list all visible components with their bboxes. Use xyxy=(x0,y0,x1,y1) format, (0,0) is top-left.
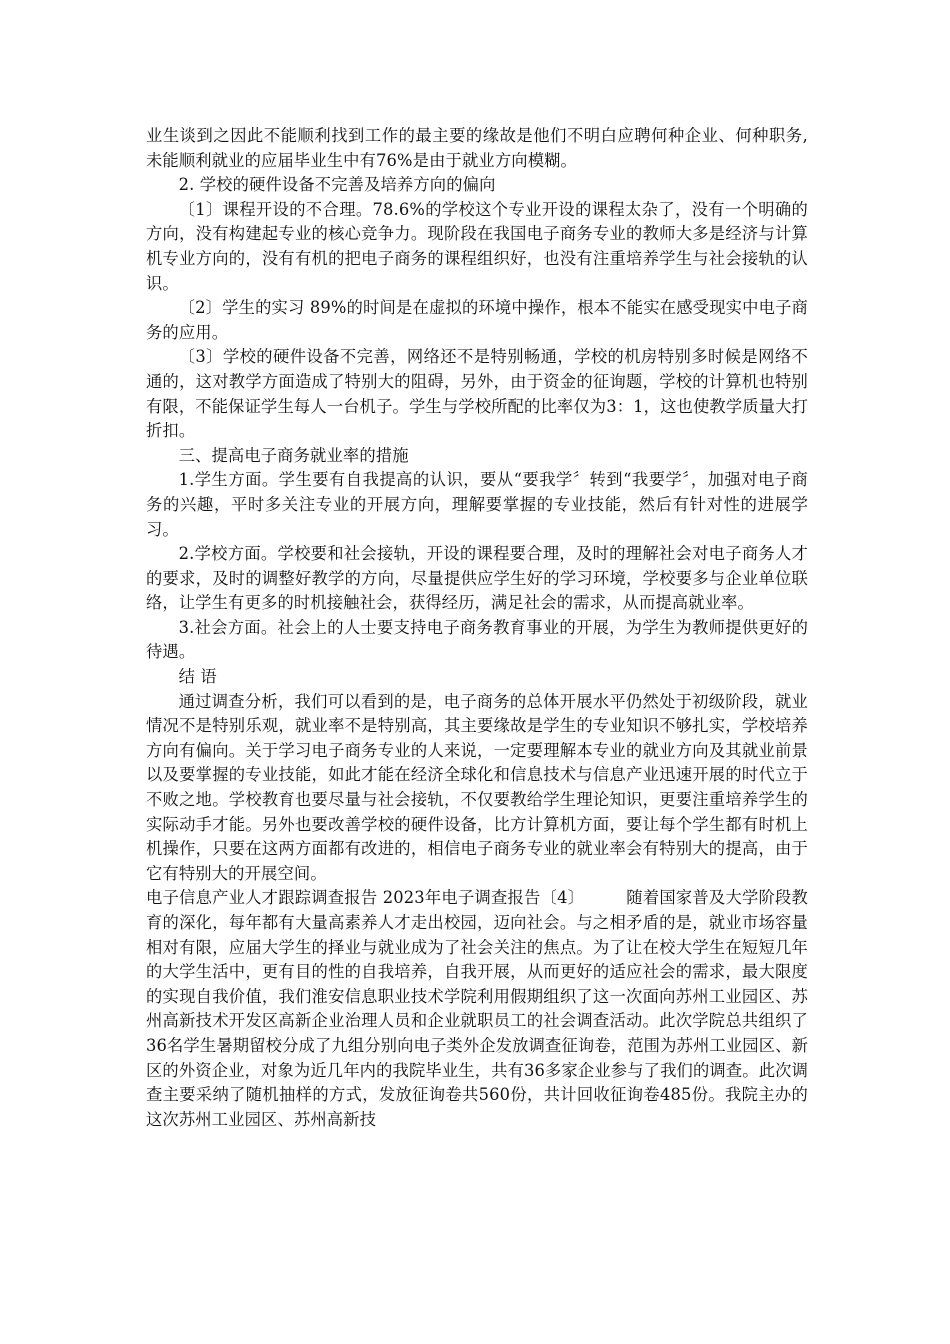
paragraph-hardware: 〔3〕学校的硬件设备不完善，网络还不是特别畅通，学校的机房特别多时候是网络不通的，这对教学方面造成了特别大的阻碍，另外，由于资金的征询题，学校的计算机也特别有限，不能保证学生每人一台机子。学生与学校所配的比率仅为3：1，这也使教学质量大打折扣。 xyxy=(146,347,808,441)
report-4-heading: 电子信息产业人才跟踪调查报告 2023年电子调查报告〔4〕 xyxy=(146,888,585,908)
paragraph-1: 业生谈到之因此不能顺利找到工作的最主要的缘故是他们不明白应聘何种企业、何种职务,未能顺利就业的应届毕业生中有76%是由于就业方向模糊。 xyxy=(146,126,808,170)
paragraph-conclusion: 通过调查分析，我们可以看到的是，电子商务的总体开展水平仍然处于初级阶段，就业情况不是特别乐观，就业率不是特别高，其主要缘故是学生的专业知识不够扎实，学校培养方向有偏向。关于学习电子商务专业的人来说，一定要理解本专业的就业方向及其就业前景以及要掌握的专业技能，如此才能在经济全球化和信息技术与信息产业迅速开展的时代立于不败之地。学校教育也要尽量与社会接轨，不仅要教给学生理论知识，更要注重培养学生的实际动手才能。另外也要改善学校的硬件设备，比方计算机方面，要让每个学生都有时机上机操作，只要在这两方面都有改进的，相信电子商务专业的就业率会有特别大的提高，由于它有特别大的开展空间。 xyxy=(146,691,808,883)
paragraph-student-side: 1.学生方面。学生要有自我提高的认识，要从“要我学〞转到“我要学〞，加强对电子商务的兴趣，平时多关注专业的开展方向，理解要掌握的专业技能，然后有针对性的进展学习。 xyxy=(146,470,808,539)
section-heading-conclusion: 结 语 xyxy=(178,667,217,687)
paragraph-internship: 〔2〕学生的实习 89%的时间是在虚拟的环境中操作，根本不能实在感受现实中电子商务的应用。 xyxy=(146,298,808,342)
paragraph-course-setup: 〔1〕课程开设的不合理。78.6%的学校这个专业开设的课程太杂了，没有一个明确的方向，没有构建起专业的核心竞争力。现阶段在我国电子商务专业的教师大多是经济与计算机专业方向的，没有有机的把电子商务的课程组织好，也没有注重培养学生与社会接轨的认识。 xyxy=(146,199,808,293)
document-page xyxy=(146,124,808,1132)
paragraph-report-4 xyxy=(146,886,808,1132)
paragraph-society-side: 3.社会方面。社会上的人士要支持电子商务教育事业的开展，为学生为教师提供更好的待遇。 xyxy=(146,617,808,662)
section-heading-measures: 三、提高电子商务就业率的措施 xyxy=(178,445,409,465)
section-heading-hardware: 2. 学校的硬件设备不完善及培养方向的偏向 xyxy=(178,175,496,195)
report-4-body: 随着国家普及大学阶段教育的深化，每年都有大量高素养人才走出校园，迈向社会。与之相矛盾的是，就业市场容量相对有限，应届大学生的择业与就业成为了社会关注的焦点。为了让在校大学生在短短几年的大学生活中，更有目的性的自我培养，自我开展，从而更好的适应社会的需求，最大限度的实现自我价值，我们淮安信息职业技术学院利用假期组织了这一次面向苏州工业园区、苏州高新技术开发区高新企业治理人员和企业就职员工的社会调查活动。此次学院总共组织了36名学生暑期留校分成了九组分别向电子类外企发放调查征询卷，范围为苏州工业园区、新区的外资企业，对象为近几年内的我院毕业生，共有36多家企业参与了我们的调查。此次调查主要采纳了随机抽样的方式，发放征询卷共560份，共计回收征询卷485份。我院主办的这次苏州工业园区、苏州高新技 xyxy=(146,888,808,1129)
paragraph-school-side: 2.学校方面。学校要和社会接轨，开设的课程要合理，及时的理解社会对电子商务人才的要求，及时的调整好教学的方向，尽量提供应学生好的学习环境，学校要多与企业单位联络，让学生有更多的时机接触社会，获得经历，满足社会的需求，从而提高就业率。 xyxy=(146,544,808,613)
